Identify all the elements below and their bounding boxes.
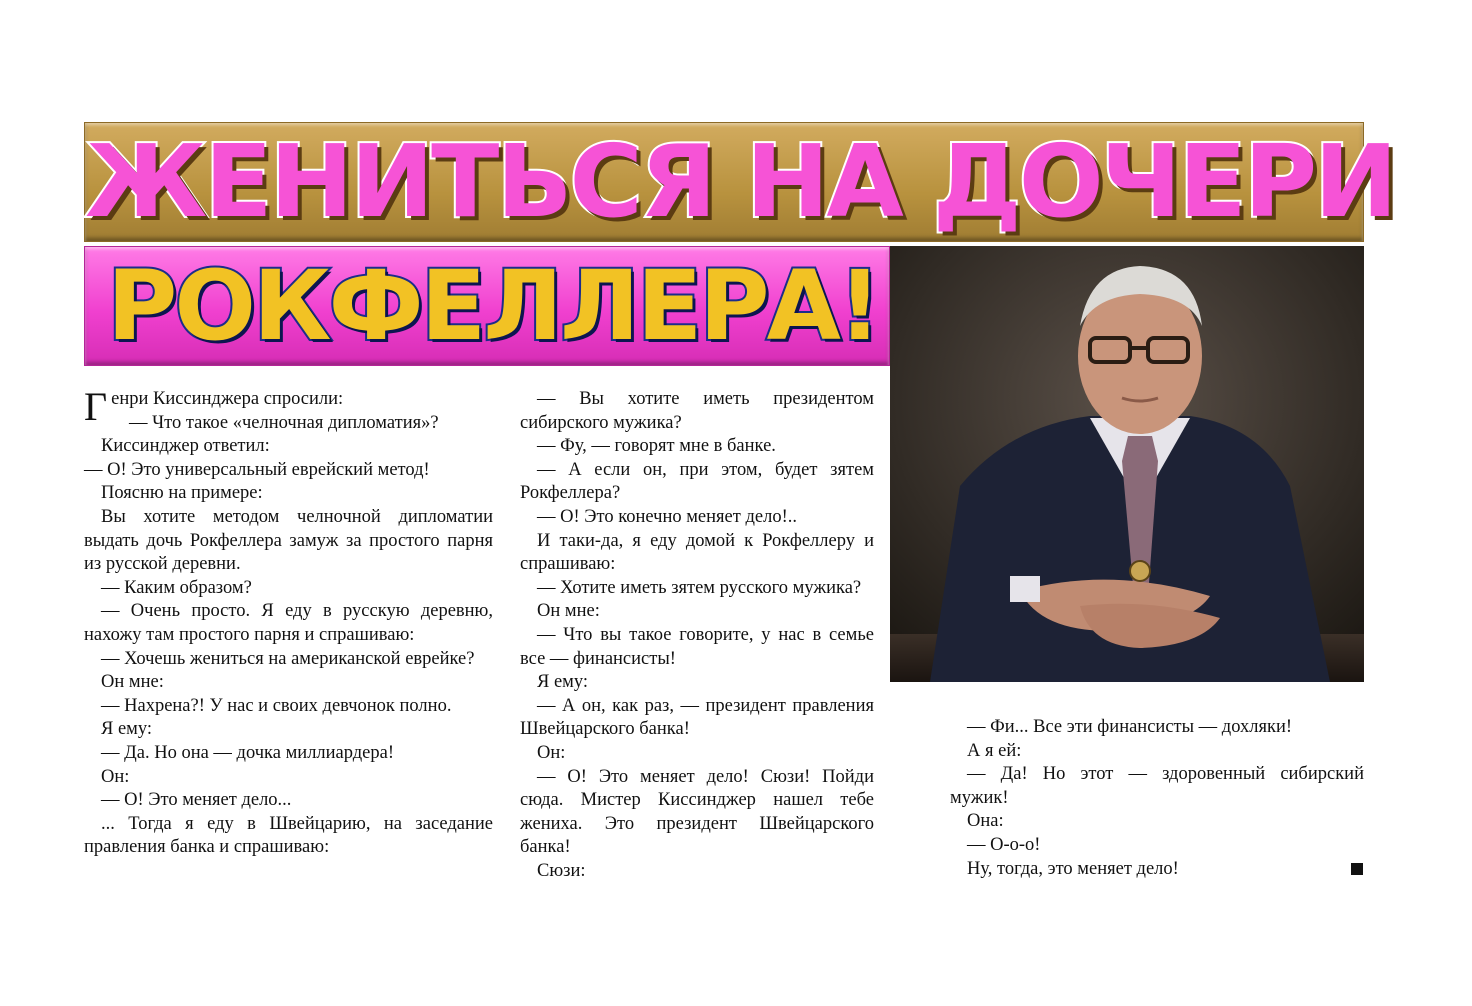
paragraph: И таки-да, я еду домой к Рокфеллеру и спрашиваю: (520, 530, 874, 575)
paragraph: — Очень просто. Я еду в русскую деревню, нахожу там простого парня и спрашиваю: (84, 601, 493, 645)
paragraph: — Вы хотите иметь президентом сибирского мужика? (520, 389, 874, 433)
paragraph: — Нахрена?! У нас и своих девчонок полно. (101, 695, 452, 716)
paragraph: Он: (101, 766, 130, 787)
drop-cap: Г (84, 384, 108, 429)
portrait-illustration (890, 246, 1364, 682)
paragraph: — Фу, — говорят мне в банке. (537, 436, 776, 457)
paragraph: Я ему: (537, 672, 589, 693)
paragraph: — О! Это меняет дело! Сюзи! Пойди сюда. Мистер Киссинджер нашел тебе жениха. Это президент Швейцарского банка! (520, 766, 874, 858)
headline-banner-bottom (84, 246, 890, 366)
paragraph: А я ей: (967, 740, 1022, 761)
article-column-3 (950, 716, 1364, 881)
paragraph: — О-о-о! (967, 834, 1041, 855)
paragraph: Сюзи: (537, 860, 586, 881)
paragraph: — О! Это универсальный еврейский метод! (84, 459, 430, 480)
paragraph: Киссинджер ответил: (101, 436, 270, 457)
paragraph: — О! Это меняет дело... (101, 790, 292, 811)
paragraph: — Хочешь жениться на американской еврейке? (101, 648, 475, 669)
paragraph: — Что такое «челночная дипломатия»? (129, 412, 439, 433)
paragraph: — О! Это конечно меняет дело!.. (537, 506, 797, 527)
paragraph: Вы хотите методом челночной дипломатии выдать дочь Рокфеллера замуж за простого парня из русской деревни. (84, 506, 493, 575)
paragraph: Я ему: (101, 719, 153, 740)
paragraph: — Хотите иметь зятем русского мужика? (537, 577, 862, 598)
paragraph: Ну, тогда, это меняет дело! (967, 858, 1179, 879)
end-of-article-mark (1351, 863, 1363, 875)
paragraph: — Каким образом? (101, 577, 252, 598)
article-column-2 (520, 388, 874, 883)
paragraph: — Да! Но этот — здоровенный сибирский мужик! (950, 764, 1364, 808)
portrait-photo (890, 246, 1364, 682)
paragraph-text: енри Киссинджера спросили: (111, 389, 344, 409)
paragraph: — Фи... Все эти финансисты — дохляки! (967, 717, 1293, 737)
article-column-1 (84, 384, 493, 860)
paragraph: — Что вы такое говорите, у нас в семье все — финансисты! (520, 624, 874, 669)
paragraph: Поясню на примере: (101, 483, 263, 504)
headline-line-1: ЖЕНИТЬСЯ НА ДОЧЕРИ (85, 123, 1395, 240)
paragraph: Он мне: (101, 672, 164, 693)
paragraph: — А если он, при этом, будет зятем Рокфеллера? (520, 459, 874, 504)
paragraph: Он: (537, 742, 566, 763)
paragraph: ... Тогда я еду в Швейцарию, на заседание правления банка и спрашиваю: (84, 813, 493, 858)
headline-line-2: РОКФЕЛЛЕРА! (107, 250, 879, 362)
headline-banner-top (84, 122, 1395, 242)
paragraph: — А он, как раз, — президент правления Швейцарского банка! (520, 695, 874, 740)
paragraph: — Да. Но она — дочка миллиардера! (101, 742, 395, 763)
paragraph: Она: (967, 811, 1004, 832)
paragraph: Он мне: (537, 601, 600, 622)
